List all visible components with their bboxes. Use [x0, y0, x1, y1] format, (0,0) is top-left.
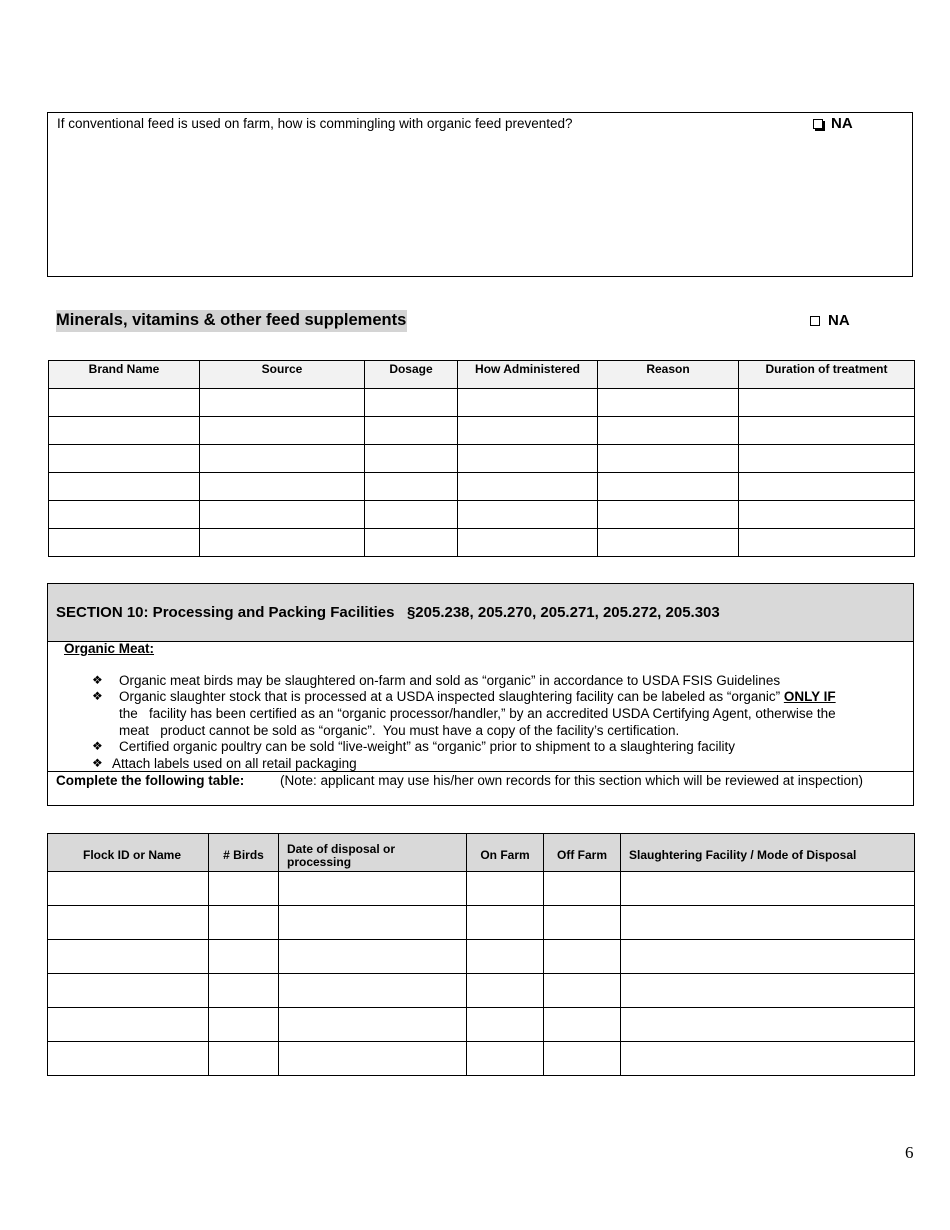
table-cell-input[interactable] [365, 529, 458, 557]
page-number: 6 [905, 1143, 914, 1162]
table-cell-input[interactable] [598, 389, 739, 417]
na-label: NA [831, 115, 853, 132]
na-label: NA [828, 312, 850, 329]
table-cell-input[interactable] [739, 389, 915, 417]
table-cell-input[interactable] [458, 445, 598, 473]
table-cell-input[interactable] [48, 1008, 209, 1042]
supplements-header-row [49, 361, 915, 389]
table-cell-input[interactable] [200, 501, 365, 529]
flock-column-header: # Birds [209, 834, 279, 872]
table-cell-input[interactable] [200, 473, 365, 501]
feed-question-box [47, 112, 913, 277]
table-cell-input[interactable] [200, 445, 365, 473]
supplements-column-header: Duration of treatment [739, 361, 915, 389]
table-cell-input[interactable] [48, 940, 209, 974]
table-cell-input[interactable] [739, 529, 915, 557]
na-checkbox-icon[interactable] [813, 119, 823, 129]
table-cell-input[interactable] [467, 1008, 544, 1042]
table-cell-input[interactable] [739, 501, 915, 529]
table-cell-input[interactable] [209, 974, 279, 1008]
table-cell-input[interactable] [621, 940, 915, 974]
diamond-bullet-icon: ❖ [92, 756, 103, 770]
table-cell-input[interactable] [279, 940, 467, 974]
flock-header-row [48, 834, 915, 872]
table-cell-input[interactable] [365, 473, 458, 501]
table-cell-input[interactable] [200, 417, 365, 445]
supplements-table [48, 360, 915, 557]
complete-table-row [48, 771, 913, 806]
supplements-na-option[interactable] [810, 312, 850, 330]
na-checkbox-icon[interactable] [810, 316, 820, 326]
table-cell-input[interactable] [279, 1008, 467, 1042]
table-cell-input[interactable] [279, 906, 467, 940]
table-cell-input[interactable] [458, 473, 598, 501]
table-cell-input[interactable] [544, 1008, 621, 1042]
flock-column-header: On Farm [467, 834, 544, 872]
flock-column-header: Flock ID or Name [48, 834, 209, 872]
table-cell-input[interactable] [739, 473, 915, 501]
table-cell-input[interactable] [49, 417, 200, 445]
feed-na-option[interactable] [813, 115, 853, 133]
supplements-heading: Minerals, vitamins & other feed supplements [56, 310, 407, 332]
table-cell-input[interactable] [458, 501, 598, 529]
table-cell-input[interactable] [48, 1042, 209, 1076]
table-cell-input[interactable] [209, 906, 279, 940]
table-cell-input[interactable] [209, 872, 279, 906]
table-cell-input[interactable] [365, 445, 458, 473]
table-row [49, 389, 915, 417]
table-cell-input[interactable] [458, 389, 598, 417]
table-row [48, 940, 915, 974]
table-cell-input[interactable] [48, 974, 209, 1008]
table-cell-input[interactable] [279, 1042, 467, 1076]
table-cell-input[interactable] [598, 417, 739, 445]
table-cell-input[interactable] [209, 1008, 279, 1042]
table-cell-input[interactable] [209, 1042, 279, 1076]
table-cell-input[interactable] [544, 974, 621, 1008]
supplements-column-header: Brand Name [49, 361, 200, 389]
complete-table-label: Complete the following table: [56, 773, 245, 788]
table-cell-input[interactable] [467, 906, 544, 940]
table-cell-input[interactable] [739, 445, 915, 473]
table-cell-input[interactable] [621, 906, 915, 940]
section10-title: SECTION 10: Processing and Packing Facilities §205.238, 205.270, 205.271, 205.272, 205.303 [56, 604, 720, 621]
supplements-column-header: How Administered [458, 361, 598, 389]
diamond-bullet-icon: ❖ [92, 673, 103, 687]
diamond-bullet-icon: ❖ [92, 739, 103, 753]
supplements-column-header: Reason [598, 361, 739, 389]
flock-column-header: Slaughtering Facility / Mode of Disposal [621, 834, 915, 872]
table-cell-input[interactable] [467, 974, 544, 1008]
table-cell-input[interactable] [49, 529, 200, 557]
table-row [49, 473, 915, 501]
table-cell-input[interactable] [200, 529, 365, 557]
table-cell-input[interactable] [598, 473, 739, 501]
table-cell-input[interactable] [365, 389, 458, 417]
feed-question-text: If conventional feed is used on farm, how is commingling with organic feed prevented? [57, 116, 573, 131]
flock-column-header: Date of disposal or processing [279, 834, 467, 872]
table-cell-input[interactable] [467, 1042, 544, 1076]
table-cell-input[interactable] [48, 872, 209, 906]
table-cell-input[interactable] [48, 906, 209, 940]
table-cell-input[interactable] [598, 445, 739, 473]
supplements-column-header: Dosage [365, 361, 458, 389]
table-cell-input[interactable] [365, 501, 458, 529]
table-cell-input[interactable] [467, 872, 544, 906]
table-cell-input[interactable] [279, 872, 467, 906]
table-cell-input[interactable] [49, 473, 200, 501]
table-cell-input[interactable] [49, 445, 200, 473]
table-cell-input[interactable] [209, 940, 279, 974]
table-row [48, 872, 915, 906]
table-cell-input[interactable] [544, 1042, 621, 1076]
table-cell-input[interactable] [458, 417, 598, 445]
table-cell-input[interactable] [598, 529, 739, 557]
only-if-emphasis: ONLY IF [783, 689, 836, 704]
table-cell-input[interactable] [544, 940, 621, 974]
table-cell-input[interactable] [621, 1008, 915, 1042]
table-row [49, 445, 915, 473]
table-cell-input[interactable] [598, 501, 739, 529]
organic-meat-heading: Organic Meat: [64, 641, 155, 656]
table-cell-input[interactable] [621, 1042, 915, 1076]
supplements-column-header: Source [200, 361, 365, 389]
table-cell-input[interactable] [544, 872, 621, 906]
table-cell-input[interactable] [49, 501, 200, 529]
table-cell-input[interactable] [458, 529, 598, 557]
table-cell-input[interactable] [739, 417, 915, 445]
diamond-bullet-icon: ❖ [92, 689, 103, 703]
table-row [49, 529, 915, 557]
table-row [48, 1042, 915, 1076]
complete-table-note: (Note: applicant may use his/her own records for this section which will be reviewed at inspection) [280, 773, 864, 788]
section10-header [48, 584, 913, 642]
table-cell-input[interactable] [49, 389, 200, 417]
table-cell-input[interactable] [365, 417, 458, 445]
table-row [48, 974, 915, 1008]
section10-box: SECTION 10: Processing and Packing Facilities §205.238, 205.270, 205.271, 205.272, 205.303 Organic Meat: ❖ Organic meat birds may be slaughtered on-farm and sold as “organic” in accordance to USDA FSIS Guidelines ❖ Organic slaughter stock that is processed at a USDA inspected slaughtering facility can be labeled as “organic” ONLY IF the facility has been certified as an “organic processor/handler,” by an accredited USDA Certifying Agent, otherwise the meat product cannot be sold as “organic”. You must have a copy of the facility’s certification. ❖ Certified organic poultry can be sold “live-weight” as “organic” prior to shipment to a slaughtering facility ❖ Attach labels used on all retail packaging Complete the following table: (Note: applicant may use his/her own records for this section which will be reviewed at inspection) [47, 583, 914, 806]
table-cell-input[interactable] [279, 974, 467, 1008]
table-row [48, 1008, 915, 1042]
table-cell-input[interactable] [467, 940, 544, 974]
table-cell-input[interactable] [200, 389, 365, 417]
flock-column-header: Off Farm [544, 834, 621, 872]
table-row [48, 906, 915, 940]
table-row [49, 417, 915, 445]
table-row [49, 501, 915, 529]
table-cell-input[interactable] [621, 872, 915, 906]
table-cell-input[interactable] [621, 974, 915, 1008]
flock-table [47, 833, 915, 1076]
table-cell-input[interactable] [544, 906, 621, 940]
